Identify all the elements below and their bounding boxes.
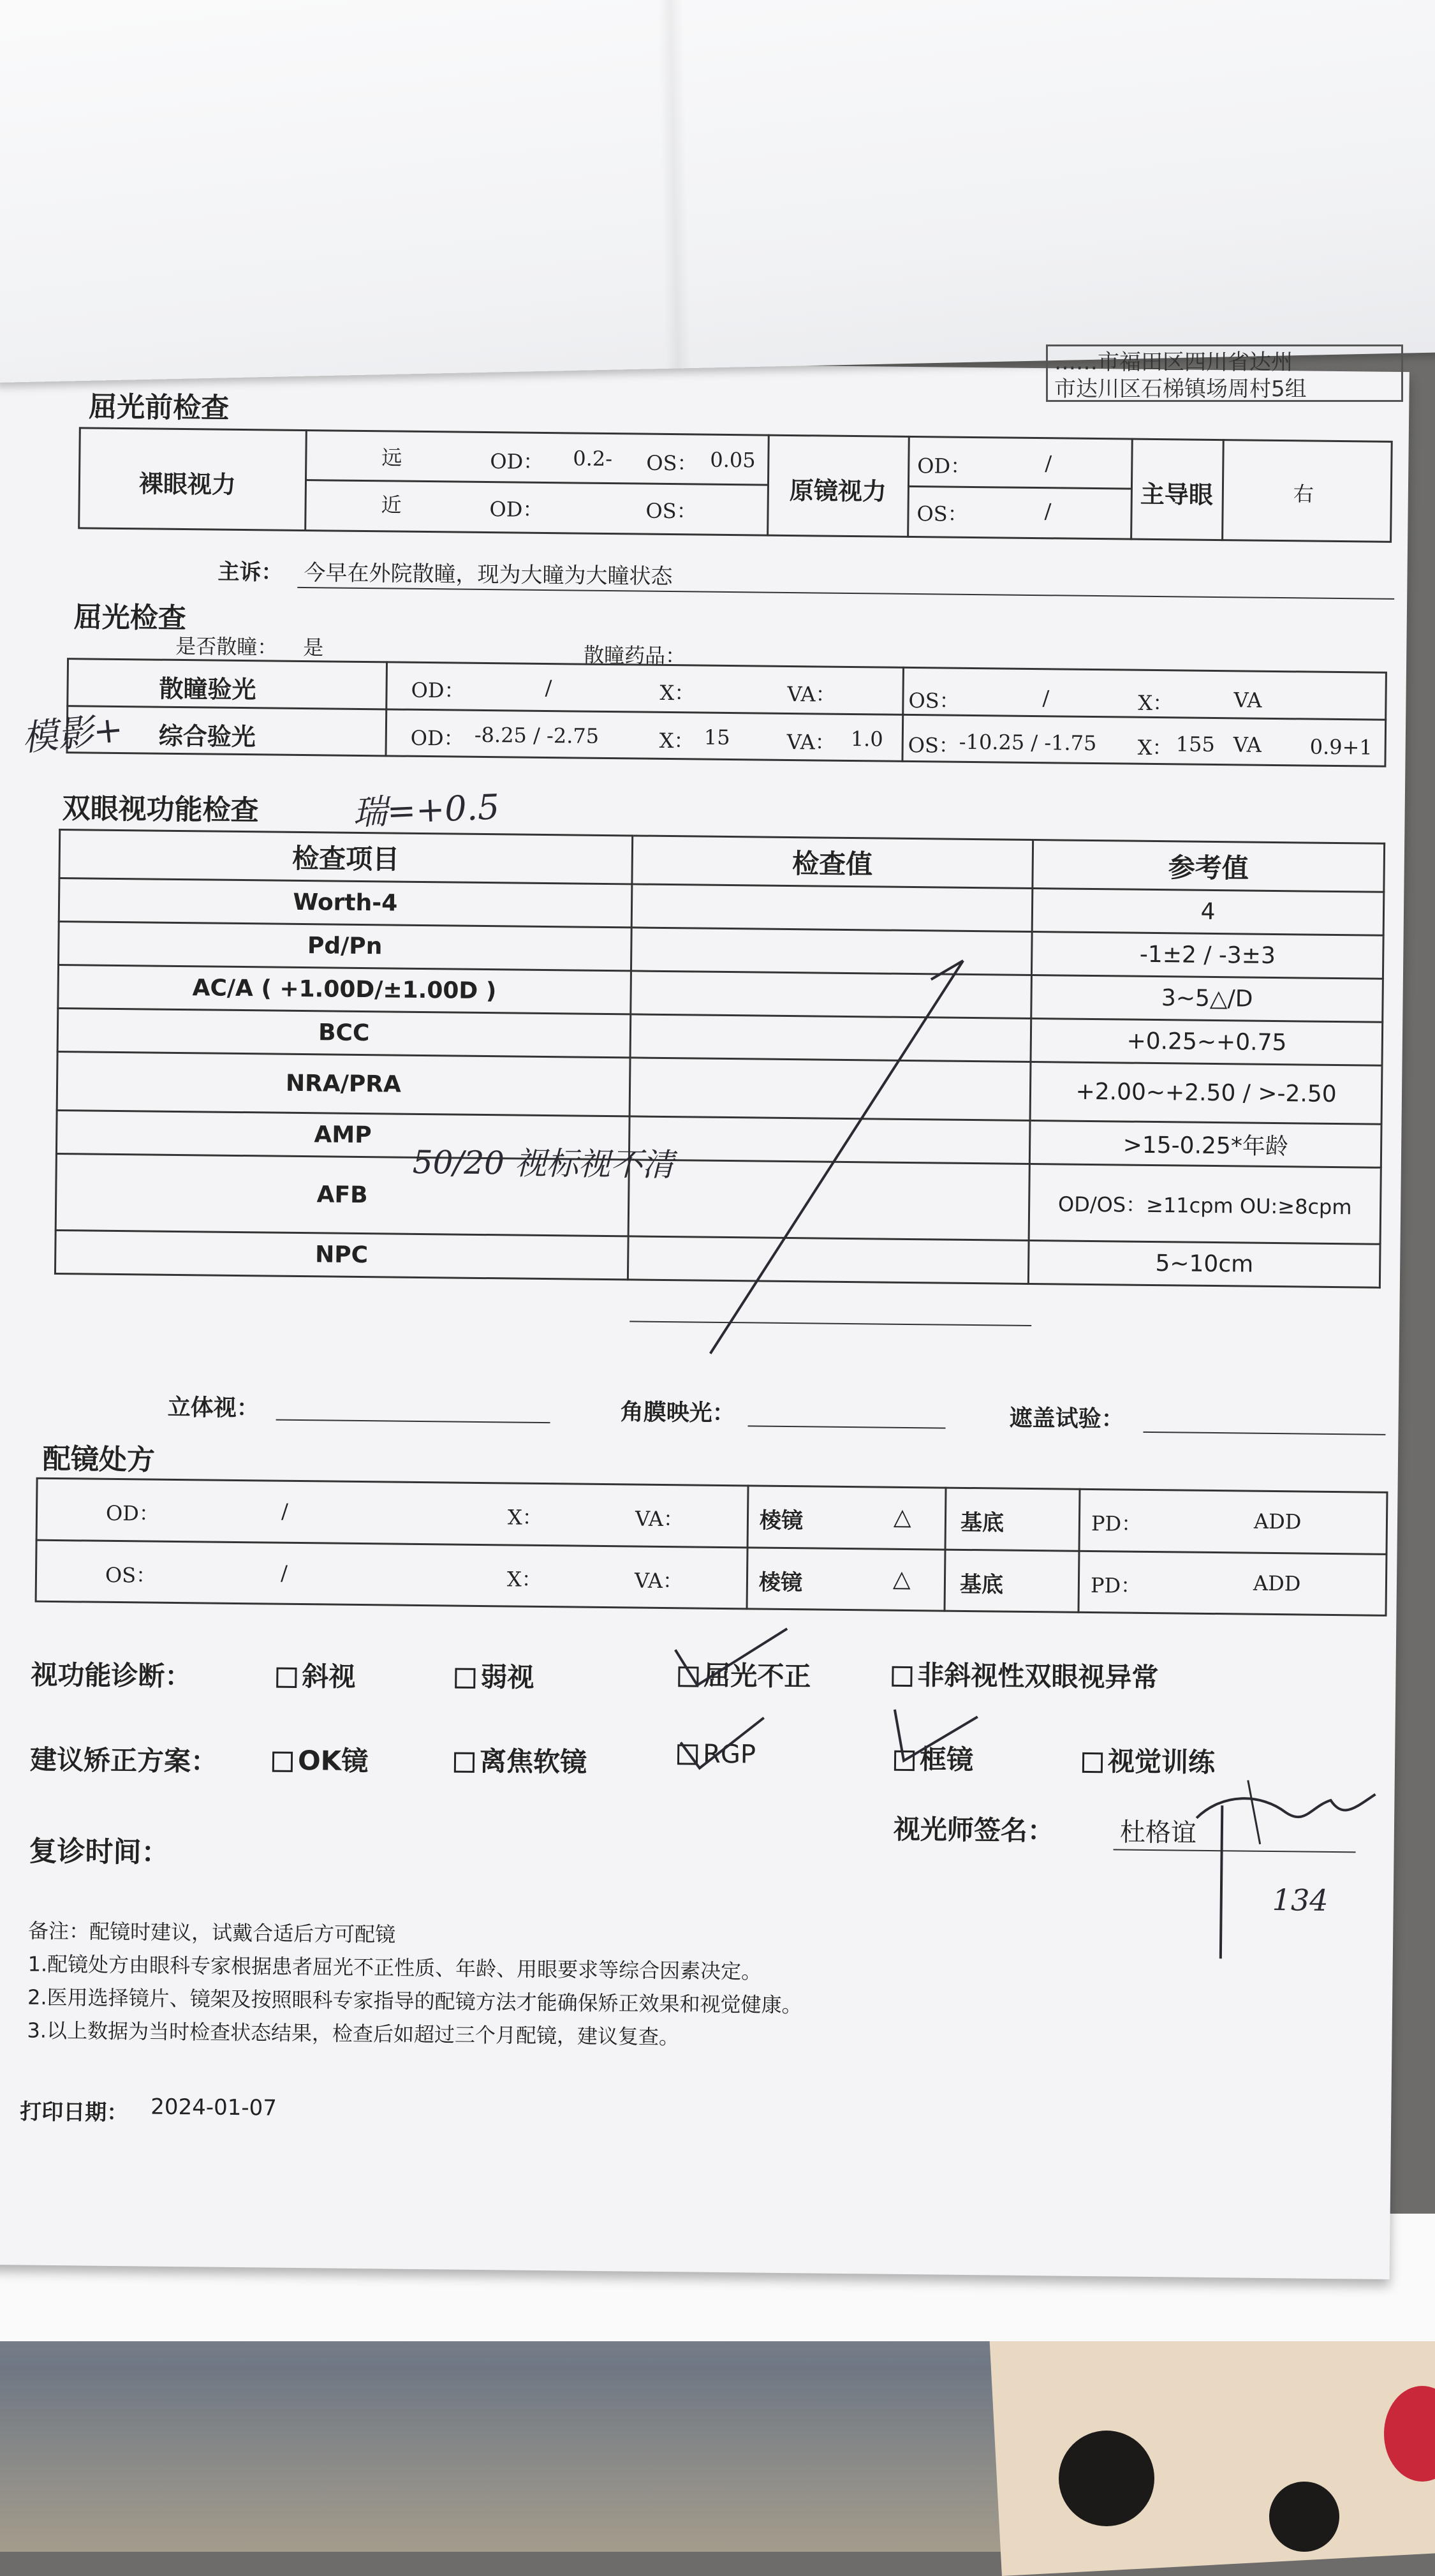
near-label: 近	[381, 492, 402, 517]
combined-od-x-value: 15	[703, 725, 730, 750]
diagonal-strike-mark	[627, 938, 1027, 1388]
table-row-item: AFB	[55, 1153, 629, 1236]
stereo-label: 立体视：	[167, 1394, 260, 1422]
plan-option-defocus-soft-lens[interactable]: 离焦软镜	[454, 1740, 587, 1780]
far-os-label: OS：	[646, 450, 698, 476]
far-label: 远	[381, 445, 402, 470]
print-date-label: 打印日期：	[19, 2099, 129, 2126]
binocular-title: 双眼视功能检查	[62, 792, 259, 827]
orig-os-value: /	[1044, 499, 1052, 524]
combined-od-x-label: X：	[659, 728, 695, 753]
checkbox[interactable]	[272, 1752, 293, 1772]
combined-os-value: -10.25 / -1.75	[959, 729, 1097, 756]
table-row-ref: 4	[1032, 889, 1383, 936]
combined-os-x-value: 155	[1175, 732, 1216, 757]
checkbox[interactable]	[454, 1752, 475, 1773]
combined-os-label: OS：	[908, 732, 960, 758]
check-mark	[885, 1706, 987, 1772]
diagnosis-option-refractive-error[interactable]: 屈光不正	[678, 1654, 811, 1694]
complaint-text: 今早在外院散瞳，现为大瞳为大瞳状态	[304, 560, 673, 590]
complaint-label: 主诉：	[217, 559, 283, 586]
diagnosis-option-binocular-anomaly[interactable]: 非斜视性双眼视异常	[892, 1654, 1159, 1695]
combined-od-label: OD：	[410, 725, 464, 751]
orig-od-value: /	[1045, 451, 1052, 476]
table-row-ref: -1±2 / -3±3	[1032, 931, 1383, 979]
rx-od-x: X：	[507, 1505, 543, 1530]
prescription-title: 配镜处方	[42, 1442, 156, 1477]
rx-os-prism-unit: △	[892, 1566, 911, 1593]
checkbox[interactable]	[892, 1666, 912, 1687]
rx-os-x: X：	[506, 1567, 542, 1592]
signature-label: 视光师签名：	[893, 1813, 1055, 1847]
cover-test-label: 遮盖试验：	[1009, 1405, 1124, 1433]
orig-os-label: OS：	[916, 501, 968, 526]
table-row-item: Worth-4	[59, 878, 631, 928]
combined-os-va-label: VA	[1233, 732, 1262, 757]
col-header-value: 检查值	[632, 836, 1033, 889]
far-od-value: 0.2-	[573, 446, 613, 471]
table-row-item: AC/A ( +1.00D/±1.00D )	[58, 965, 631, 1014]
followup-label: 复诊时间：	[29, 1835, 170, 1869]
col-header-item: 检查项目	[59, 830, 632, 884]
dominant-eye-value: 右	[1293, 482, 1314, 507]
dilated-refraction-label: 散瞳验光	[159, 674, 256, 704]
far-os-value: 0.05	[710, 447, 756, 473]
handwritten-binocular-note: 瑞=+0.5	[351, 787, 501, 833]
handwritten-margin-note: 模影+	[20, 708, 125, 760]
dilated-od-label: OD：	[411, 677, 465, 703]
print-date-value: 2024-01-07	[151, 2094, 277, 2121]
address-box	[1046, 344, 1403, 402]
dilation-drug-label: 散瞳药品：	[583, 642, 686, 669]
handwritten-signature	[1182, 1767, 1388, 1980]
table-row-item: NPC	[55, 1230, 628, 1279]
table-row-ref: OD/OS：≥11cpm OU:≥8cpm	[1029, 1164, 1381, 1244]
rx-od-prism-label: 棱镜	[759, 1507, 804, 1534]
rx-od-va: VA：	[635, 1506, 684, 1532]
dominant-eye-label: 主导眼	[1140, 480, 1214, 509]
combined-os-x-label: X：	[1137, 735, 1173, 760]
rx-os-pd: PD：	[1090, 1573, 1142, 1598]
table-row-item: AMP	[56, 1110, 629, 1159]
combined-od-va-value: 1.0	[850, 727, 883, 751]
nra-handwritten-note: 50/20 视标视不清	[412, 1143, 675, 1184]
cloth-pattern-dot	[1269, 2482, 1339, 2552]
dilated-od-value: /	[545, 675, 552, 700]
checkbox[interactable]	[1082, 1752, 1103, 1773]
table-row-item: BCC	[57, 1009, 630, 1058]
combined-refraction-label: 综合验光	[158, 722, 256, 751]
original-glasses-label: 原镜视力	[789, 476, 887, 506]
check-mark	[668, 1624, 797, 1696]
table-row-ref: 5~10cm	[1029, 1240, 1380, 1287]
diagnosis-option-amblyopia[interactable]: 弱视	[455, 1656, 534, 1695]
combined-od-va-label: VA：	[786, 729, 836, 755]
diagnosis-label: 视功能诊断：	[31, 1659, 192, 1692]
table-row-ref: +2.00~+2.50 / >-2.50	[1030, 1062, 1382, 1124]
rx-os-va: VA：	[634, 1568, 684, 1594]
remark-line: 2.医用选择镜片、镜架及按照眼科专家指导的配镜方法才能确保矫正效果和视觉健康。	[27, 1985, 802, 2018]
near-od-label: OD：	[489, 497, 543, 522]
diagnosis-option-strabismus[interactable]: 斜视	[276, 1655, 356, 1694]
col-header-ref: 参考值	[1033, 840, 1385, 892]
table-row-item: NRA/PRA	[57, 1052, 630, 1116]
refraction-title: 屈光检查	[73, 601, 186, 635]
checkbox[interactable]	[455, 1668, 475, 1689]
exam-form-sheet	[0, 357, 1409, 2279]
overlapping-paper	[0, 0, 1435, 383]
near-os-label: OS：	[645, 498, 697, 524]
dilated-os-va: VA	[1233, 688, 1262, 713]
combined-od-value: -8.25 / -2.75	[474, 722, 600, 748]
dilated-os-x: X：	[1138, 690, 1174, 716]
pre-refraction-title: 屈光前检查	[88, 390, 230, 425]
table-row-ref: 3~5△/D	[1031, 975, 1383, 1022]
far-od-label: OD：	[490, 449, 544, 474]
rx-os-value: /	[280, 1560, 288, 1585]
table-row-item: Pd/Pn	[59, 922, 631, 971]
plan-option-ok-lens[interactable]: OK镜	[272, 1740, 369, 1779]
rx-os-label: OS：	[105, 1562, 157, 1588]
plan-option-frame-glasses[interactable]: 框镜	[894, 1738, 974, 1777]
cloth-pattern-dot	[1059, 2431, 1154, 2526]
rx-od-value: /	[281, 1499, 289, 1523]
dilated-value: 是	[303, 635, 324, 660]
address-line-2: 市达川区石梯镇场周村5组	[1054, 376, 1307, 402]
table-row-ref: +0.25~+0.75	[1031, 1018, 1382, 1065]
plan-option-vision-training[interactable]: 视觉训练	[1082, 1740, 1216, 1780]
address-line-1: ……市福田区四川省达州	[1054, 350, 1293, 375]
plan-option-rgp[interactable]: RGP	[677, 1739, 756, 1769]
orig-od-label: OD：	[917, 454, 971, 478]
dilated-od-x: X：	[659, 680, 695, 706]
check-mark	[674, 1710, 770, 1775]
plan-label: 建议矫正方案：	[29, 1743, 218, 1777]
corneal-reflex-label: 角膜映光：	[620, 1399, 735, 1427]
remarks-title: 备注：配镜时建议，试戴合适后方可配镜	[27, 1918, 396, 1947]
remark-line: 1.配镜处方由眼科专家根据患者屈光不正性质、年龄、用眼要求等综合因素决定。	[27, 1951, 762, 1984]
dilated-od-va: VA：	[787, 681, 836, 707]
optometrist-number: 134	[1272, 1883, 1328, 1918]
rx-od-add: ADD	[1253, 1509, 1302, 1534]
naked-vision-label: 裸眼视力	[138, 470, 237, 499]
table-row-ref: >15-0.25*年龄	[1030, 1120, 1381, 1167]
rx-od-label: OD：	[105, 1500, 160, 1526]
rx-od-prism-unit: △	[893, 1504, 911, 1531]
dilated-os-value: /	[1042, 686, 1050, 711]
optometrist-name: 杜格谊	[1119, 1817, 1197, 1848]
rx-os-prism-label: 棱镜	[758, 1569, 803, 1596]
rx-os-base-label: 基底	[959, 1571, 1004, 1598]
dilated-label: 是否散瞳：	[175, 633, 278, 660]
remark-line: 3.以上数据为当时检查状态结果，检查后如超过三个月配镜，建议复查。	[27, 2018, 680, 2050]
checkbox[interactable]	[276, 1668, 297, 1688]
rx-od-base-label: 基底	[960, 1509, 1004, 1536]
rx-od-pd: PD：	[1091, 1511, 1142, 1536]
paper-fold	[657, 0, 691, 369]
rx-os-add: ADD	[1253, 1571, 1301, 1596]
dilated-os-label: OS：	[908, 688, 960, 713]
table-row-value	[631, 884, 1033, 932]
combined-os-va-value: 0.9+1	[1309, 734, 1372, 760]
